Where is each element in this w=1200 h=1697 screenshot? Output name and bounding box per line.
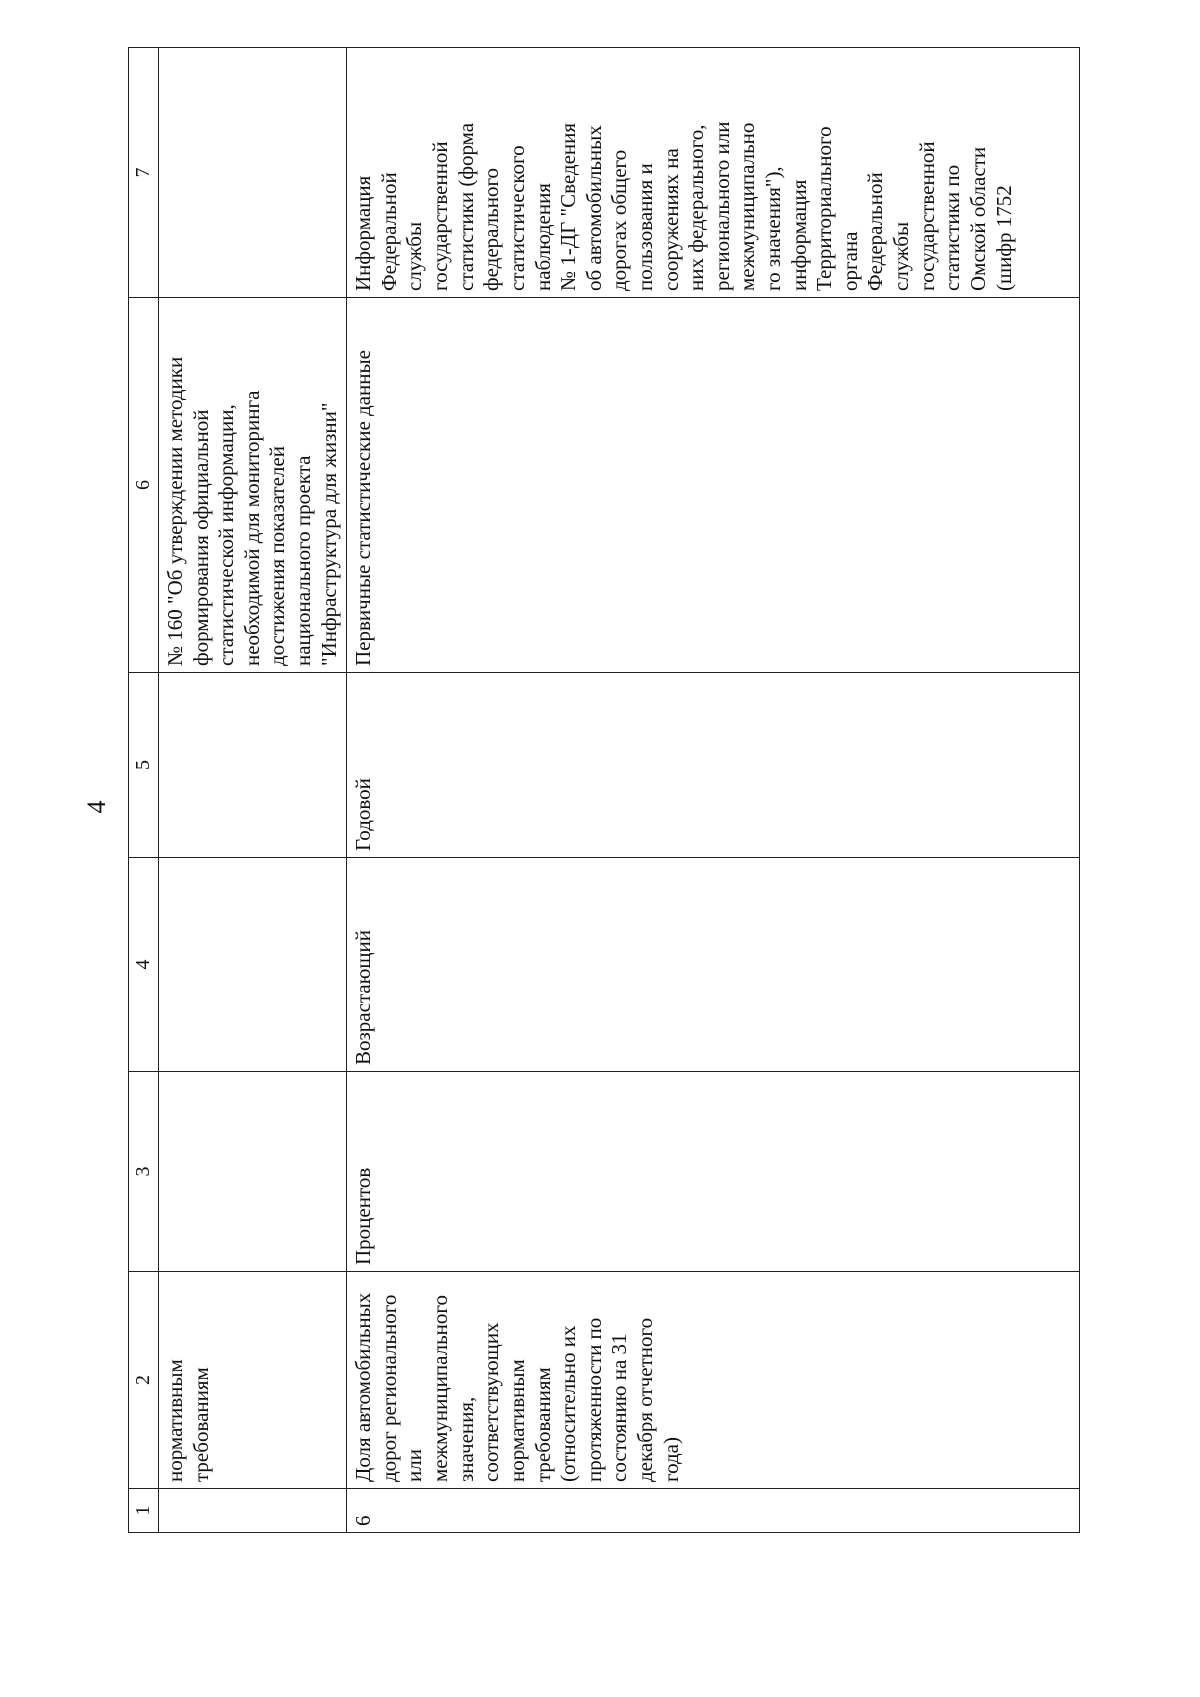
page-number: 4 — [82, 800, 111, 814]
rotated-table-container — [128, 48, 1080, 1533]
row1-cell-periodicity — [159, 673, 347, 858]
row2-cell-method: Первичные статистические данные — [347, 298, 1080, 673]
row2-cell-source: Информация Федеральной службы государственной статистики (форма федерального статистического наблюдения № 1-ДГ "Сведения об автомобильных дорогах общего пользования и сооружениях на них федерального, регионального или межмуниципально го значения"), информация Территориального органа Федеральной службы государственной статистики по Омской области (шифр 1752 — [347, 48, 1080, 298]
header-cell-5: 5 — [129, 673, 159, 858]
row1-cell-source — [159, 48, 347, 298]
row1-cell-number — [159, 1489, 347, 1533]
table-header-row — [129, 48, 159, 1533]
row2-cell-number: 6 — [347, 1489, 1080, 1533]
header-cell-4: 4 — [129, 858, 159, 1072]
header-cell-7: 7 — [129, 48, 159, 298]
row1-cell-name: нормативным требованиям — [159, 1272, 347, 1489]
header-cell-1: 1 — [129, 1489, 159, 1533]
header-cell-3: 3 — [129, 1072, 159, 1272]
table-row — [347, 48, 1080, 1533]
row2-cell-name: Доля автомобильных дорог регионального или межмуниципального значения, соответствующих нормативным требованиям (относительно их протяженности по состоянию на 31 декабря отчетного года) — [347, 1272, 1080, 1489]
row2-cell-periodicity: Годовой — [347, 673, 1080, 858]
row1-cell-method: № 160 "Об утверждении методики формирования официальной статистической информации, необходимой для мониторинга достижения показателей национального проекта "Инфраструктура для жизни" — [159, 298, 347, 673]
row2-cell-trend: Возрастающий — [347, 858, 1080, 1072]
row1-cell-unit — [159, 1072, 347, 1272]
row1-cell-trend — [159, 858, 347, 1072]
header-cell-2: 2 — [129, 1272, 159, 1489]
row2-cell-unit: Процентов — [347, 1072, 1080, 1272]
table-row — [159, 48, 347, 1533]
indicator-table — [128, 47, 1080, 1533]
header-cell-6: 6 — [129, 298, 159, 673]
